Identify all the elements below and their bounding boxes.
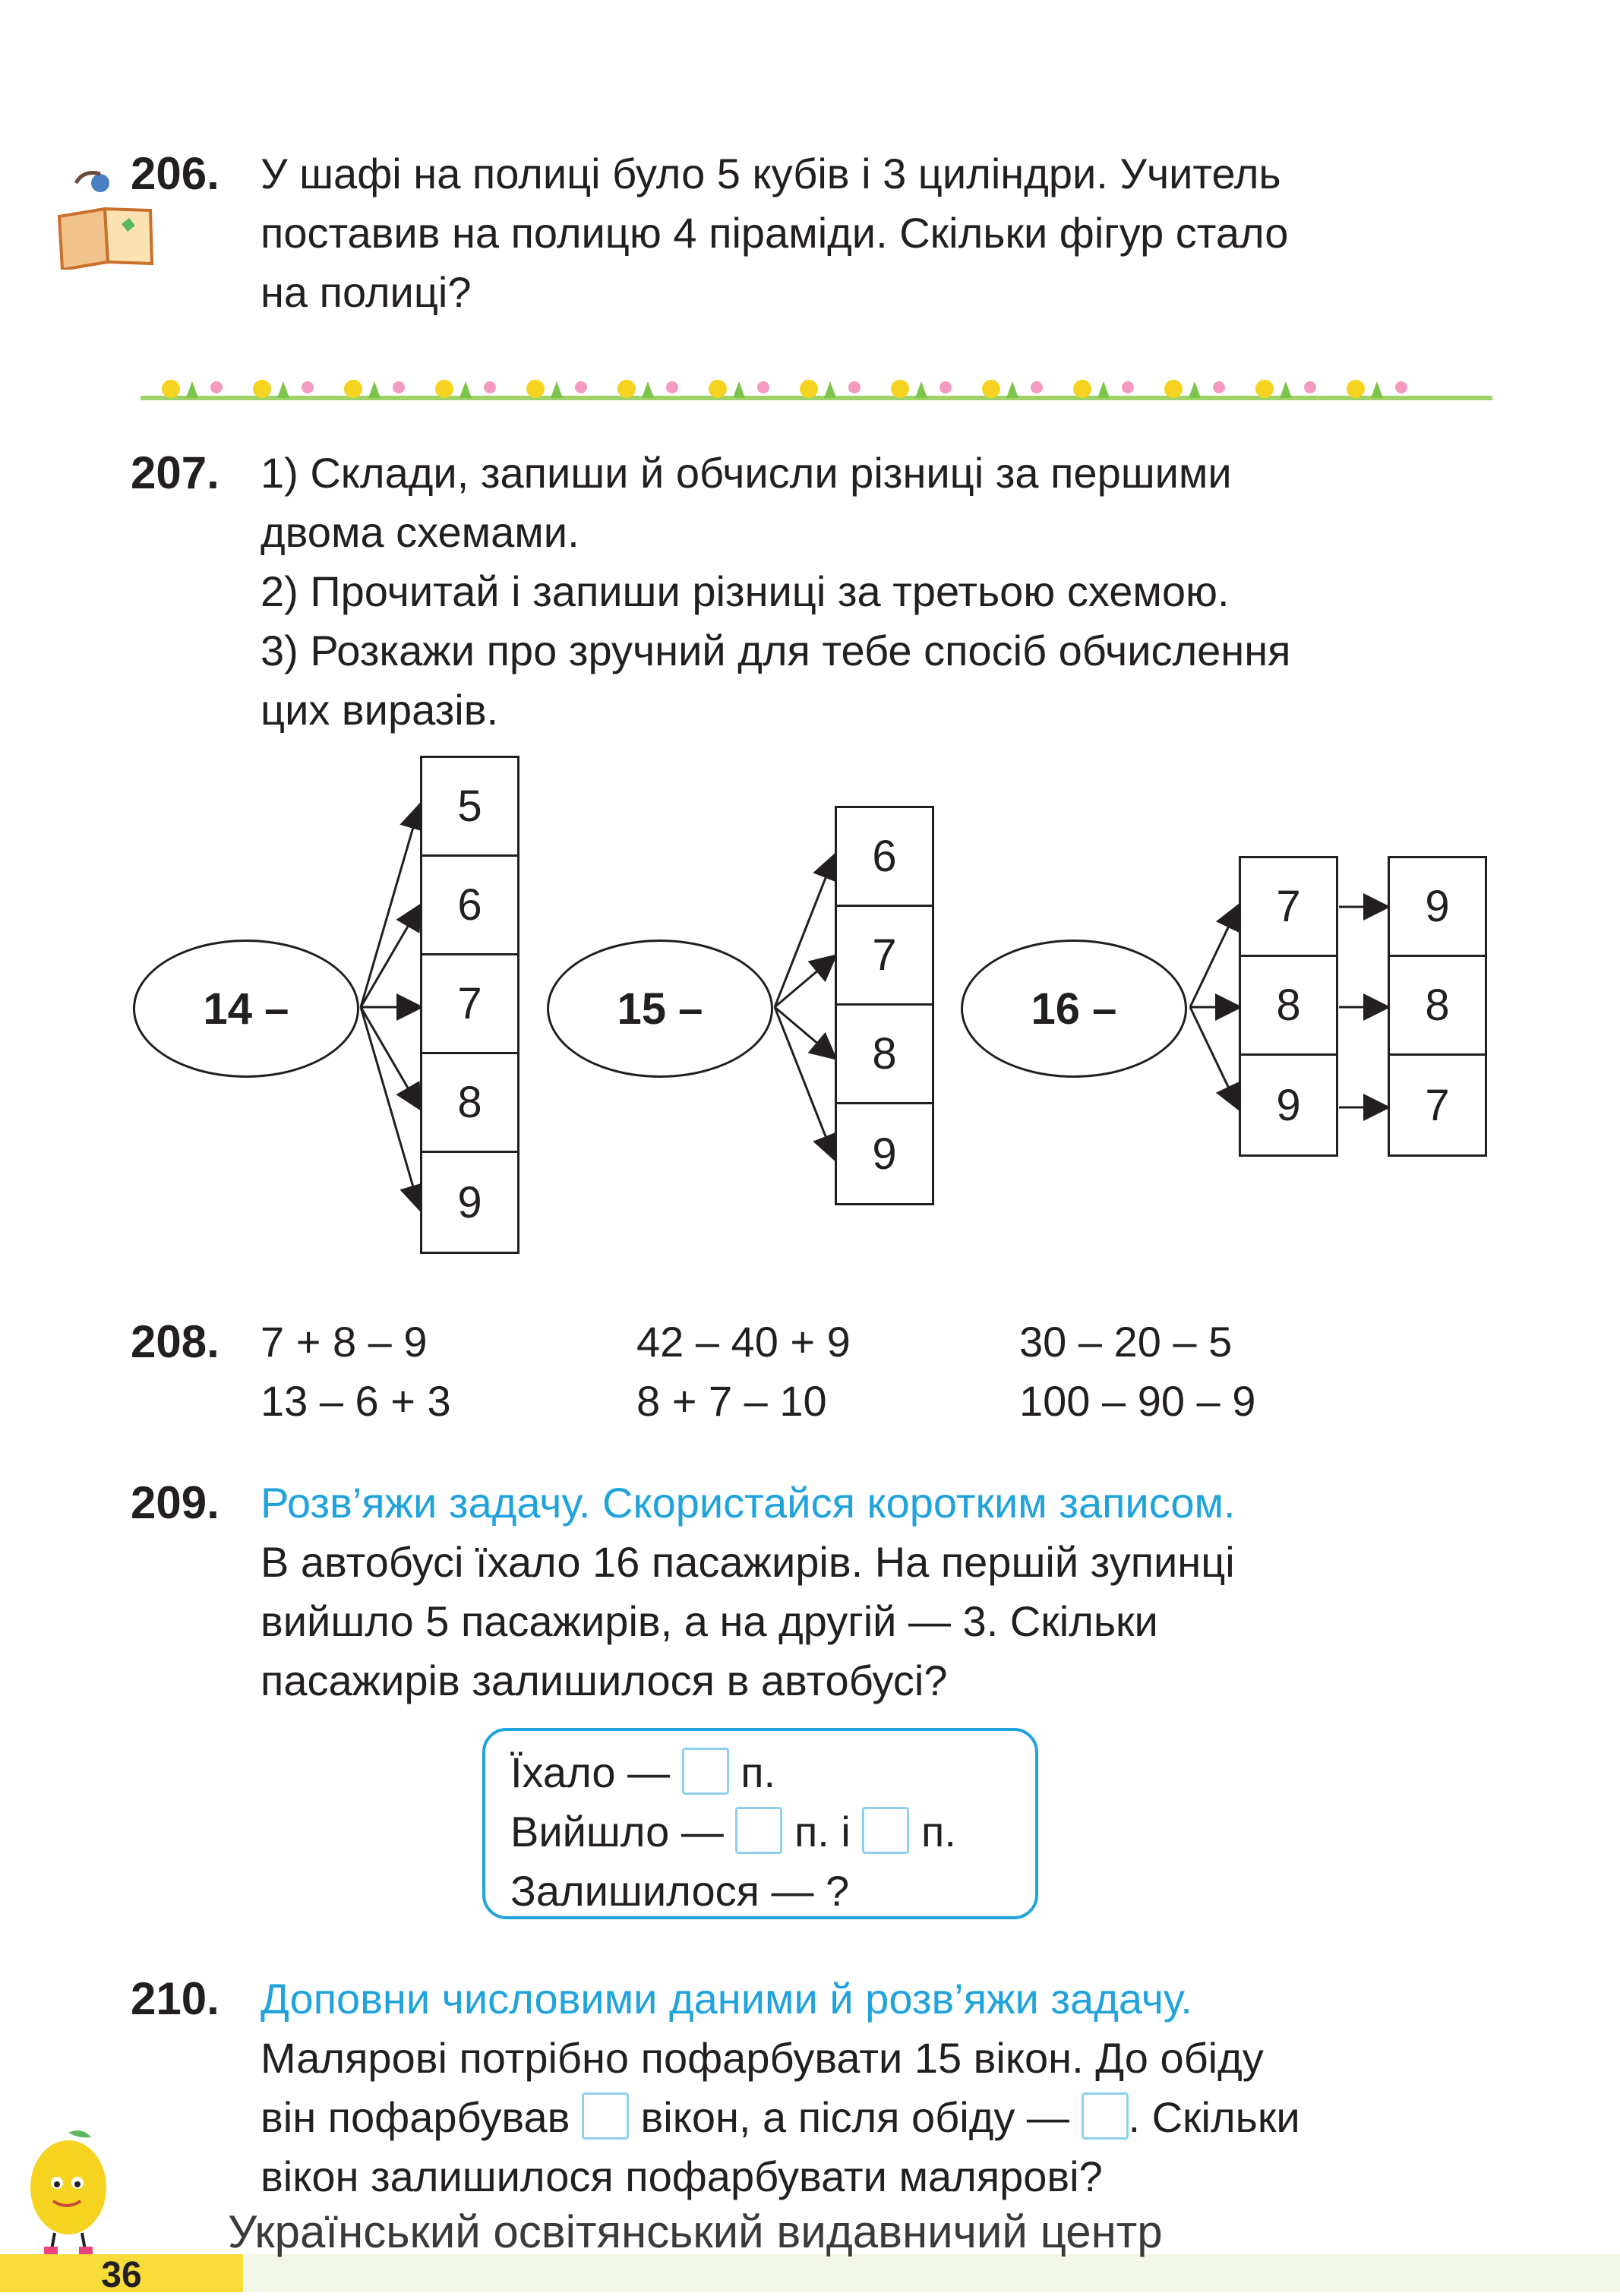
expression: 13 – 6 + 3 (261, 1377, 451, 1425)
scheme-2-value: 9 (872, 1129, 897, 1179)
task-206-line-2: поставив на полицю 4 піраміди. Скільки фігур стало (261, 209, 1289, 257)
scheme-1-value: 9 (457, 1177, 482, 1227)
task-209-heading: Розв’яжи задачу. Скористайся коротким записом. (261, 1479, 1236, 1527)
scheme-3-minuend: 16 – (961, 940, 1187, 1078)
scheme-1-value: 6 (422, 857, 517, 955)
unit-label: п. (741, 1748, 776, 1796)
task-210-line-2 (261, 2088, 1300, 2147)
scheme-3-column (1239, 856, 1338, 1157)
scheme-3-result: 8 (1390, 957, 1485, 1056)
expression: 100 – 90 – 9 (1019, 1377, 1256, 1425)
task-207-line-1: 1) Склади, запиши й обчисли різниці за першими (261, 449, 1232, 497)
scheme-2-minuend: 15 – (547, 940, 773, 1078)
publisher-name: Український освітянський видавничий центр (228, 2206, 1163, 2257)
scheme-3-value: 9 (1276, 1080, 1301, 1130)
task-210-line-3: вікон залишилося пофарбувати малярові? (261, 2152, 1103, 2200)
blank-box[interactable] (862, 1807, 909, 1854)
task-210-line-1: Малярові потрібно пофарбувати 15 вікон. До обіду (261, 2034, 1264, 2082)
scheme-1-value: 5 (422, 758, 517, 857)
scheme-2-column (835, 806, 934, 1205)
task-207-line-3: 2) Прочитай і запиши різниці за третьою схемою. (261, 567, 1230, 615)
scheme-1-minuend: 14 – (133, 940, 359, 1078)
task-number-210: 210. (131, 1973, 219, 2024)
scheme-3-results-column (1388, 856, 1487, 1157)
text-fragment: . Скільки (1128, 2093, 1300, 2141)
scheme-2-value: 6 (837, 808, 932, 907)
scheme-1-column (420, 756, 519, 1254)
scheme-3-value: 7 (1241, 858, 1336, 957)
task-number-206: 206. (131, 148, 219, 199)
blank-box[interactable] (582, 2092, 629, 2140)
expression: 42 – 40 + 9 (636, 1318, 851, 1366)
unit-label: п. (921, 1808, 956, 1855)
short-note-remain: Залишилося — ? (510, 1867, 850, 1915)
scheme-1-value: 7 (422, 955, 517, 1054)
scheme-3-value: 8 (1241, 957, 1336, 1056)
task-209-line-1: В автобусі їхало 16 пасажирів. На першій зупинці (261, 1538, 1235, 1586)
task-207-line-4: 3) Розкажи про зручний для тебе спосіб обчислення (261, 627, 1291, 674)
expression: 7 + 8 – 9 (261, 1318, 428, 1366)
scheme-1-value: 8 (422, 1054, 517, 1153)
expression: 30 – 20 – 5 (1019, 1318, 1233, 1366)
scheme-3-result: 9 (1390, 858, 1485, 957)
task-206-line-1: У шафі на полиці було 5 кубів і 3 циліндри. Учитель (261, 150, 1281, 197)
short-note-rode (510, 1743, 775, 1802)
short-note-label: Вийшло — (510, 1808, 724, 1855)
task-number-207: 207. (131, 447, 219, 498)
task-210-heading: Доповни числовими даними й розв’яжи задачу. (261, 1975, 1192, 2023)
text-fragment: він пофарбував (261, 2093, 570, 2141)
short-note-left (510, 1802, 956, 1862)
scheme-2-value: 8 (837, 1006, 932, 1104)
task-number-209: 209. (131, 1477, 219, 1528)
text-fragment: вікон, а після обіду — (640, 2093, 1069, 2141)
unit-label: п. і (794, 1808, 851, 1855)
expression: 8 + 7 – 10 (636, 1377, 827, 1425)
blank-box[interactable] (682, 1748, 729, 1795)
task-207-line-5: цих виразів. (261, 686, 499, 734)
task-number-208: 208. (131, 1316, 219, 1367)
scheme-2-value: 7 (837, 907, 932, 1006)
scheme-3-result: 7 (1425, 1080, 1450, 1130)
task-209-line-3: пасажирів залишилося в автобусі? (261, 1656, 948, 1704)
blank-box[interactable] (1082, 2092, 1129, 2140)
short-note-label: Їхало — (510, 1748, 671, 1796)
page-number: 36 (0, 2254, 243, 2292)
blank-box[interactable] (735, 1807, 782, 1854)
task-209-line-2: вийшло 5 пасажирів, а на другій — 3. Скільки (261, 1597, 1158, 1645)
task-206-line-3: на полиці? (261, 268, 472, 316)
lemon-mascot-icon (15, 2127, 122, 2256)
task-207-line-2: двома схемами. (261, 508, 579, 556)
